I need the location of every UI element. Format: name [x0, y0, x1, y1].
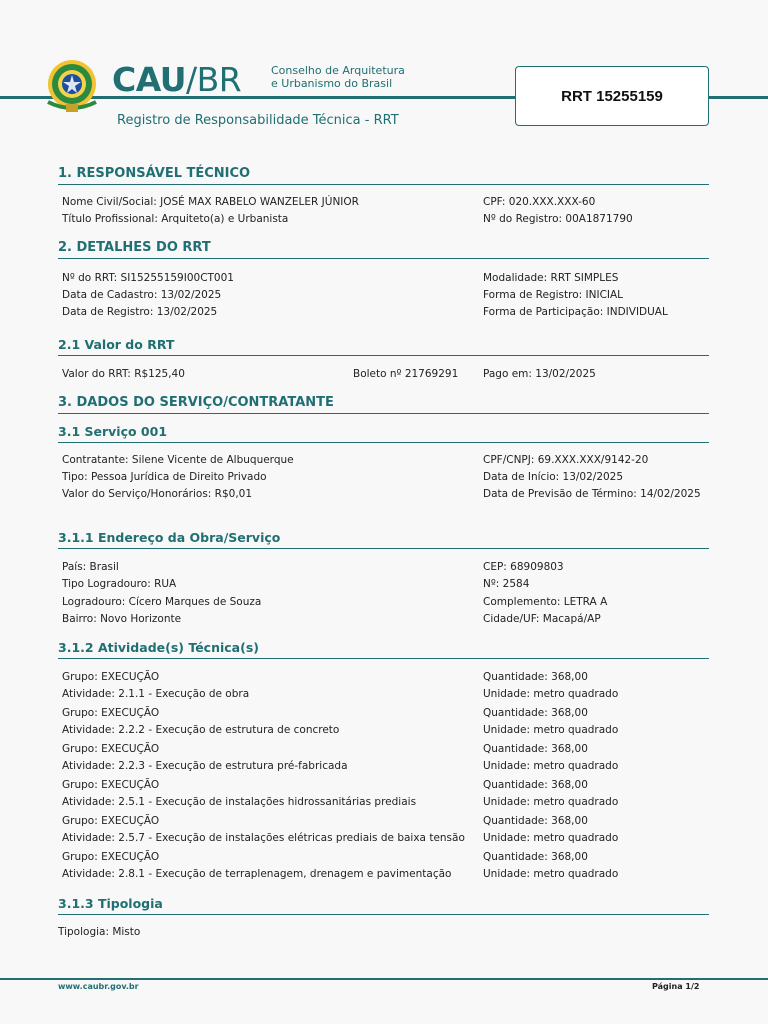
boleto-numero: Boleto nº 21769291 — [353, 368, 459, 380]
cau-br-logo — [112, 60, 241, 99]
section-endereco-obra: 3.1.1 Endereço da Obra/Serviço — [58, 530, 709, 549]
forma-registro: Forma de Registro: INICIAL — [483, 289, 624, 301]
logradouro: Logradouro: Cícero Marques de Souza — [62, 596, 262, 608]
logo-slash-text: / — [186, 60, 197, 99]
forma-participacao: Forma de Participação: INDIVIDUAL — [483, 306, 668, 318]
atividade-descricao: Atividade: 2.2.2 - Execução de estrutura de concreto — [62, 724, 340, 736]
titulo-profissional: Título Profissional: Arquiteto(a) e Urbanista — [62, 213, 289, 225]
complemento: Complemento: LETRA A — [483, 596, 608, 608]
cidade-uf: Cidade/UF: Macapá/AP — [483, 613, 601, 625]
numero-registro: Nº do Registro: 00A1871790 — [483, 213, 633, 225]
valor-servico: Valor do Serviço/Honorários: R$0,01 — [62, 488, 253, 500]
atividade-unidade: Unidade: metro quadrado — [483, 868, 619, 880]
data-cadastro: Data de Cadastro: 13/02/2025 — [62, 289, 222, 301]
atividade-descricao: Atividade: 2.2.3 - Execução de estrutura pré-fabricada — [62, 760, 348, 772]
tipo-logradouro: Tipo Logradouro: RUA — [62, 578, 177, 590]
data-previsao-termino: Data de Previsão de Término: 14/02/2025 — [483, 488, 701, 500]
atividade-quantidade: Quantidade: 368,00 — [483, 779, 588, 791]
atividade-quantidade: Quantidade: 368,00 — [483, 815, 588, 827]
page-number: Página 1/2 — [652, 982, 700, 991]
rrt-number-box: RRT 15255159 — [515, 66, 709, 126]
atividade-quantidade: Quantidade: 368,00 — [483, 851, 588, 863]
logo-council-name — [271, 64, 405, 90]
cep: CEP: 68909803 — [483, 561, 564, 573]
nome-civil: Nome Civil/Social: JOSÉ MAX RABELO WANZELER JÚNIOR — [62, 196, 359, 208]
atividade-unidade: Unidade: metro quadrado — [483, 724, 619, 736]
footer-rule — [0, 978, 768, 980]
atividade-descricao: Atividade: 2.5.7 - Execução de instalações elétricas prediais de baixa tensão — [62, 832, 465, 844]
atividade-grupo: Grupo: EXECUÇÃO — [62, 815, 160, 827]
logo-line-1: Conselho de Arquitetura — [271, 64, 405, 77]
tipo-pessoa: Tipo: Pessoa Jurídica de Direito Privado — [62, 471, 267, 483]
atividade-grupo: Grupo: EXECUÇÃO — [62, 671, 160, 683]
valor-rrt: Valor do RRT: R$125,40 — [62, 368, 185, 380]
atividade-unidade: Unidade: metro quadrado — [483, 796, 619, 808]
modalidade: Modalidade: RRT SIMPLES — [483, 272, 619, 284]
tipologia: Tipologia: Misto — [58, 926, 141, 938]
atividade-grupo: Grupo: EXECUÇÃO — [62, 707, 160, 719]
bairro: Bairro: Novo Horizonte — [62, 613, 182, 625]
document-subtitle: Registro de Responsabilidade Técnica - RRT — [117, 113, 399, 128]
section-detalhes-rrt: 2. DETALHES DO RRT — [58, 240, 709, 259]
section-dados-servico: 3. DADOS DO SERVIÇO/CONTRATANTE — [58, 395, 709, 414]
atividade-grupo: Grupo: EXECUÇÃO — [62, 743, 160, 755]
atividade-grupo: Grupo: EXECUÇÃO — [62, 779, 160, 791]
numero-rrt: Nº do RRT: SI15255159I00CT001 — [62, 272, 234, 284]
atividade-descricao: Atividade: 2.8.1 - Execução de terraplenagem, drenagem e pavimentação — [62, 868, 452, 880]
logo-br-text: BR — [196, 60, 242, 99]
pais: País: Brasil — [62, 561, 119, 573]
pago-em: Pago em: 13/02/2025 — [483, 368, 596, 380]
atividade-unidade: Unidade: metro quadrado — [483, 760, 619, 772]
atividade-unidade: Unidade: metro quadrado — [483, 688, 619, 700]
atividade-quantidade: Quantidade: 368,00 — [483, 743, 588, 755]
atividade-descricao: Atividade: 2.5.1 - Execução de instalações hidrossanitárias prediais — [62, 796, 417, 808]
logo-cau-text: CAU — [112, 60, 187, 99]
section-servico-001: 3.1 Serviço 001 — [58, 424, 709, 443]
atividade-quantidade: Quantidade: 368,00 — [483, 707, 588, 719]
atividade-unidade: Unidade: metro quadrado — [483, 832, 619, 844]
numero-endereco: Nº: 2584 — [483, 578, 530, 590]
section-responsavel-tecnico: 1. RESPONSÁVEL TÉCNICO — [58, 166, 709, 185]
atividade-grupo: Grupo: EXECUÇÃO — [62, 851, 160, 863]
logo-line-2: e Urbanismo do Brasil — [271, 77, 393, 90]
cpf-cnpj: CPF/CNPJ: 69.XXX.XXX/9142-20 — [483, 454, 649, 466]
brasil-seal-icon — [42, 58, 102, 114]
footer-website-link[interactable]: www.caubr.gov.br — [58, 982, 139, 991]
cpf: CPF: 020.XXX.XXX-60 — [483, 196, 596, 208]
atividade-descricao: Atividade: 2.1.1 - Execução de obra — [62, 688, 250, 700]
contratante: Contratante: Silene Vicente de Albuquerque — [62, 454, 294, 466]
section-valor-rrt: 2.1 Valor do RRT — [58, 337, 709, 356]
data-registro: Data de Registro: 13/02/2025 — [62, 306, 218, 318]
section-atividades-tecnicas: 3.1.2 Atividade(s) Técnica(s) — [58, 640, 709, 659]
atividade-quantidade: Quantidade: 368,00 — [483, 671, 588, 683]
section-tipologia: 3.1.3 Tipologia — [58, 896, 709, 915]
data-inicio: Data de Início: 13/02/2025 — [483, 471, 624, 483]
